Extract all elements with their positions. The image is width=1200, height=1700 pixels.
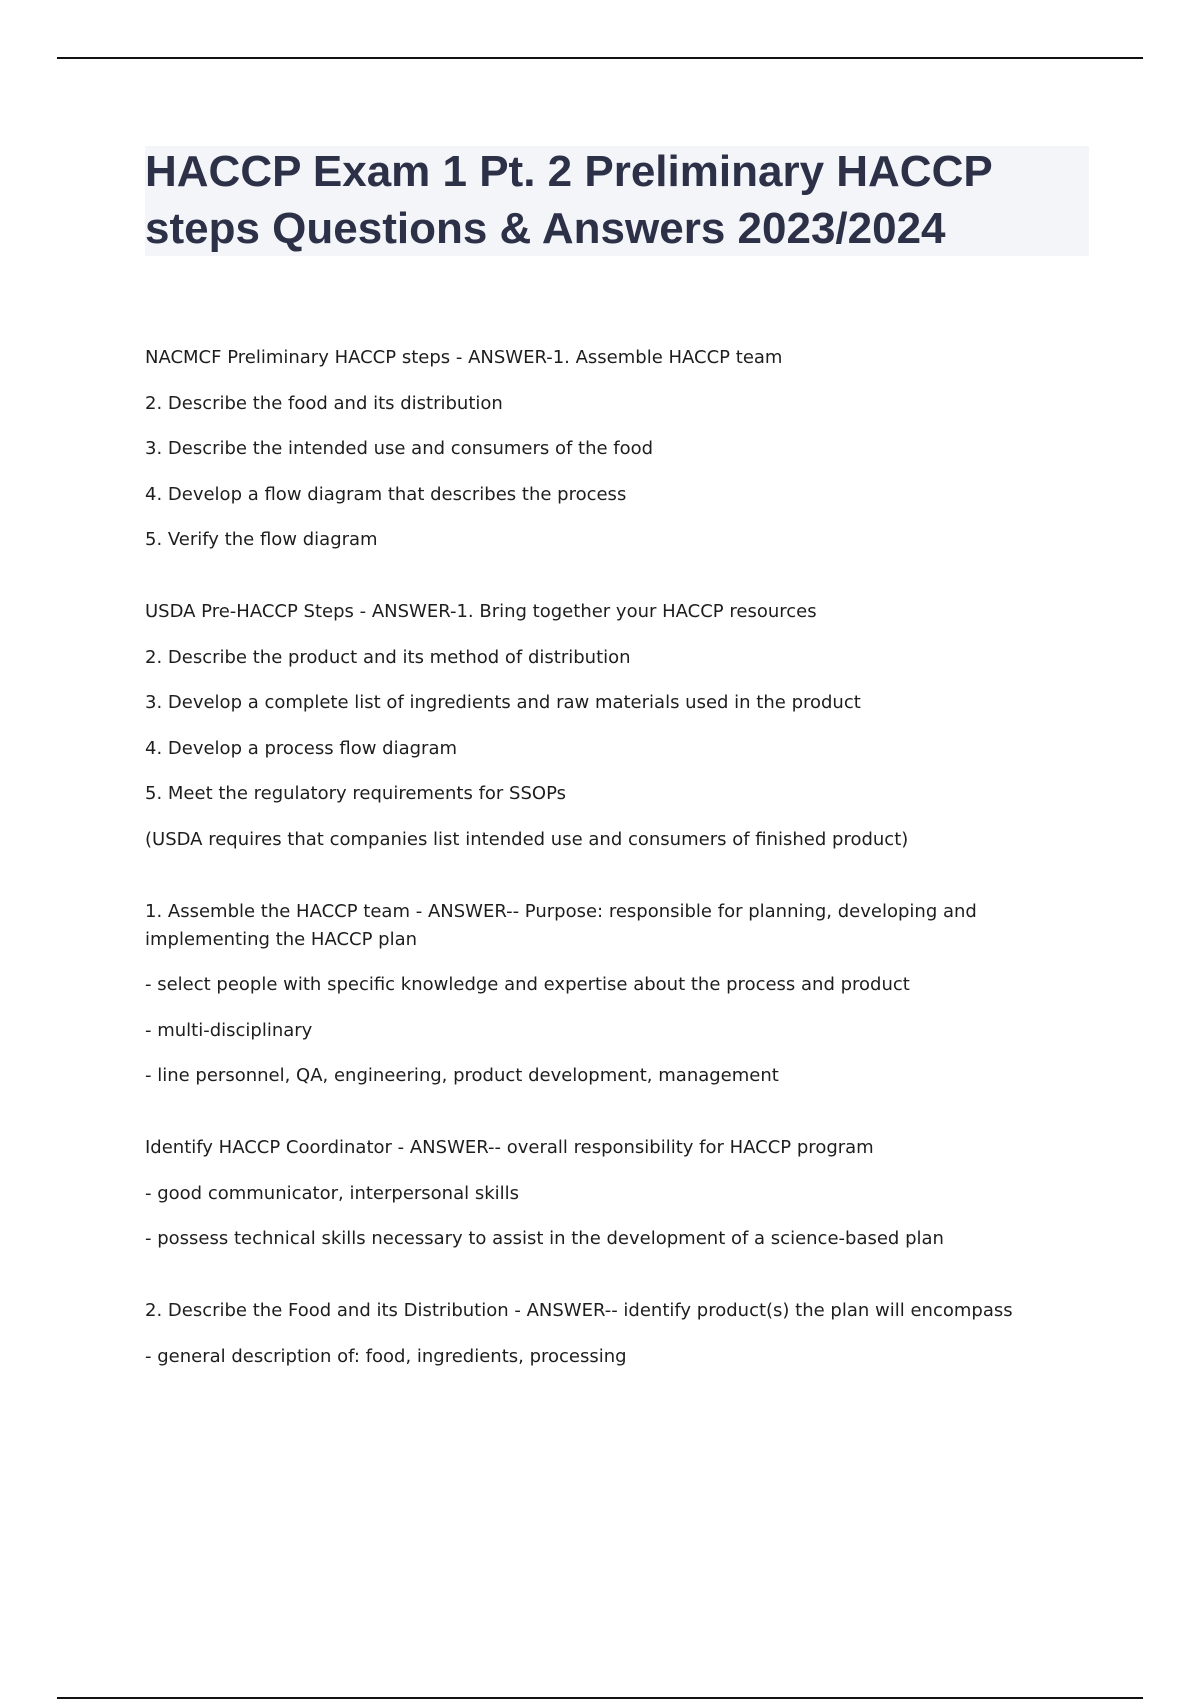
qa-line: 3. Describe the intended use and consumers of the food [145,438,654,459]
bottom-rule [57,1697,1143,1699]
qa-line: 2. Describe the Food and its Distribution - ANSWER-- identify product(s) the plan will encompass [145,1300,1013,1321]
qa-line: Identify HACCP Coordinator - ANSWER-- overall responsibility for HACCP program [145,1137,874,1158]
qa-line: 5. Verify the flow diagram [145,529,378,550]
qa-line: 3. Develop a complete list of ingredients and raw materials used in the product [145,692,861,713]
qa-line: - good communicator, interpersonal skills [145,1182,520,1204]
qa-line: - select people with specific knowledge and expertise about the process and product [145,974,910,995]
qa-line: NACMCF Preliminary HACCP steps - ANSWER-1. Assemble HACCP team [145,347,783,368]
qa-line: 2. Describe the food and its distribution [145,392,503,414]
qa-line: - multi-disciplinary [145,1019,313,1041]
document-body [145,344,1075,1415]
qa-line: 5. Meet the regulatory requirements for SSOPs [145,783,566,804]
qa-coordinator [145,1134,1075,1253]
qa-line: 2. Describe the product and its method of distribution [145,646,631,668]
qa-assemble-team [145,898,1075,1091]
qa-usda-steps [145,598,1075,854]
qa-nacmcf-steps [145,344,1075,554]
qa-line: - line personnel, QA, engineering, product development, management [145,1065,779,1086]
document-title: HACCP Exam 1 Pt. 2 Preliminary HACCP steps Questions & Answers 2023/2024 [145,147,992,253]
qa-line: 1. Assemble the HACCP team - ANSWER-- Purpose: responsible for planning, developing and implementing the HACCP plan [145,900,977,950]
qa-line: (USDA requires that companies list intended use and consumers of finished product) [145,828,909,850]
qa-line: - possess technical skills necessary to assist in the development of a science-based plan [145,1228,944,1249]
top-rule [57,57,1143,59]
qa-line: 4. Develop a process flow diagram [145,737,458,759]
qa-line: USDA Pre-HACCP Steps - ANSWER-1. Bring together your HACCP resources [145,601,817,622]
qa-describe-food [145,1297,1075,1371]
qa-line: 4. Develop a flow diagram that describes the process [145,483,627,505]
qa-line: - general description of: food, ingredients, processing [145,1345,627,1367]
